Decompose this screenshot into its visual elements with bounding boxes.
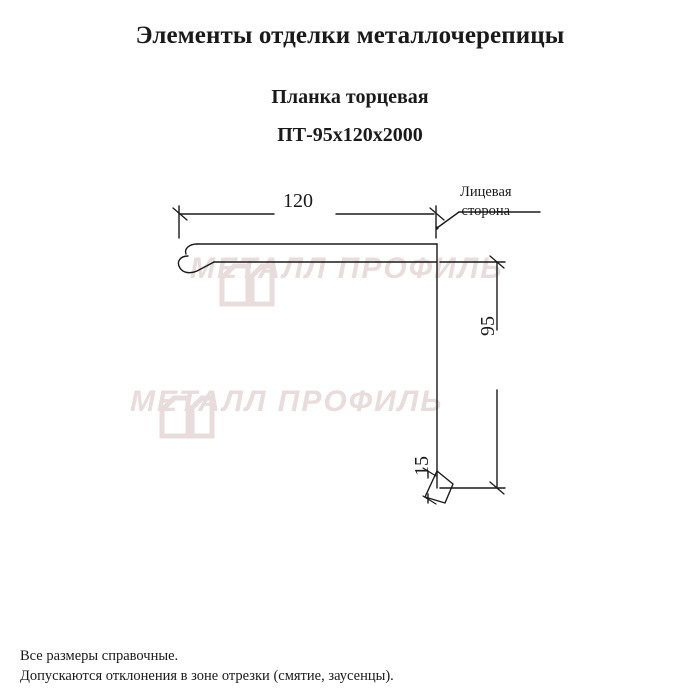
product-name: Планка торцевая [271,86,429,108]
profile-left-bend [186,244,197,254]
face-side-label [460,183,512,221]
dimension-lip-label: 15 [411,456,433,476]
footer-note-2: Допускаются отклонения в зоне отрезки (смятие, заусенцы). [20,668,394,684]
watermark-text-2: МЕТАЛЛ ПРОФИЛЬ [130,385,444,418]
watermark-text-1: МЕТАЛЛ ПРОФИЛЬ [190,252,504,285]
face-leader-dot [435,226,438,229]
dimension-height-label: 95 [477,316,499,336]
face-leader-line [437,212,459,228]
dimension-width-label: 120 [283,190,313,212]
page-title: Элементы отделки металлочерепицы [135,22,565,49]
face-side-label-line2: сторона [461,203,511,219]
profile-left-lip [178,256,214,273]
face-side-label-line1: Лицевая [460,184,512,200]
product-code: ПТ-95x120х2000 [277,124,423,146]
footer-notes [20,646,394,686]
footer-note-1: Все размеры справочные. [20,648,179,664]
